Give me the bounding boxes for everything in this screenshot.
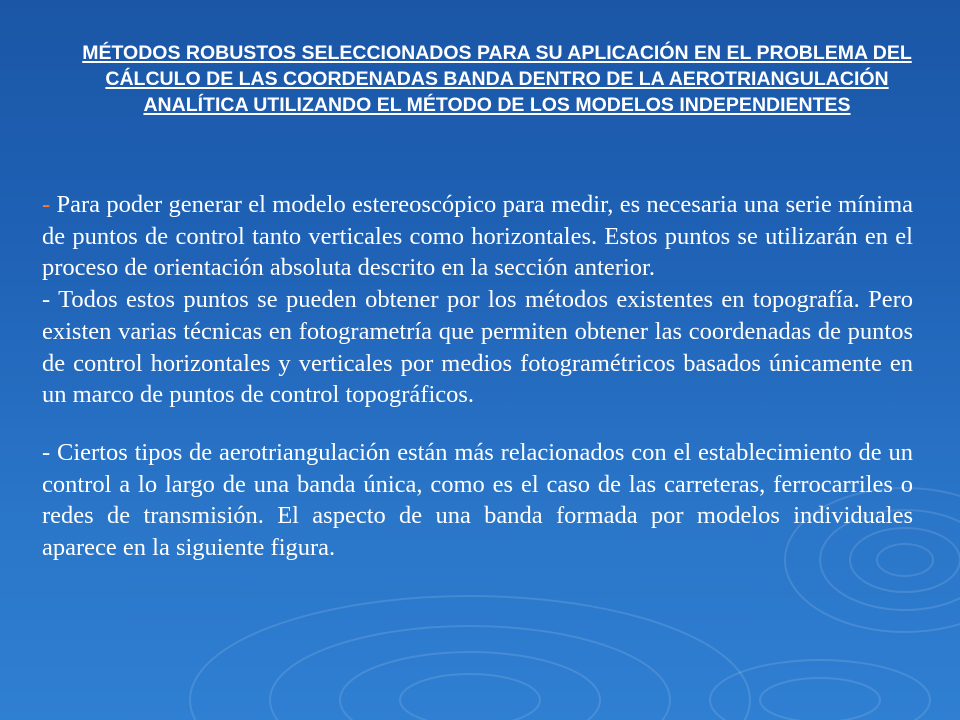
slide-body xyxy=(42,189,913,564)
paragraph-2 xyxy=(42,284,913,411)
bullet-dash: - xyxy=(42,191,57,218)
paragraph-3 xyxy=(42,437,913,564)
paragraph-2-text: Todos estos puntos se pueden obtener por los métodos existentes en topografía. Pero existen varias técnicas en fotogrametría que permiten obtener las coordenadas de puntos de control horizontales y verticales por medios fotogramétricos basados únicamente en un marco de puntos de control topográficos. xyxy=(42,286,913,409)
paragraph-1-text: Para poder generar el modelo estereoscópico para medir, es necesaria una serie mínima de puntos de control tanto verticales como horizontales. Estos puntos se utilizarán en el proceso de orientación absoluta descrito en la sección anterior. xyxy=(42,191,913,282)
paragraph-1 xyxy=(42,189,913,284)
paragraph-3-text: Ciertos tipos de aerotriangulación están más relacionados con el establecimiento de un control a lo largo de una banda única, como es el caso de las carreteras, ferrocarriles o redes de transmisión. El aspecto de una banda formada por modelos individuales aparece en la siguiente figura. xyxy=(42,438,913,562)
slide-title: MÉTODOS ROBUSTOS SELECCIONADOS PARA SU APLICACIÓN EN EL PROBLEMA DEL CÁLCULO DE LAS COORDENADAS BANDA DENTRO DE LA AEROTRIANGULACIÓN ANALÍTICA UTILIZANDO EL MÉTODO DE LOS MODELOS INDEPENDIENTES xyxy=(82,42,912,116)
bullet-dash: - xyxy=(42,438,57,466)
bullet-dash: - xyxy=(42,286,59,314)
